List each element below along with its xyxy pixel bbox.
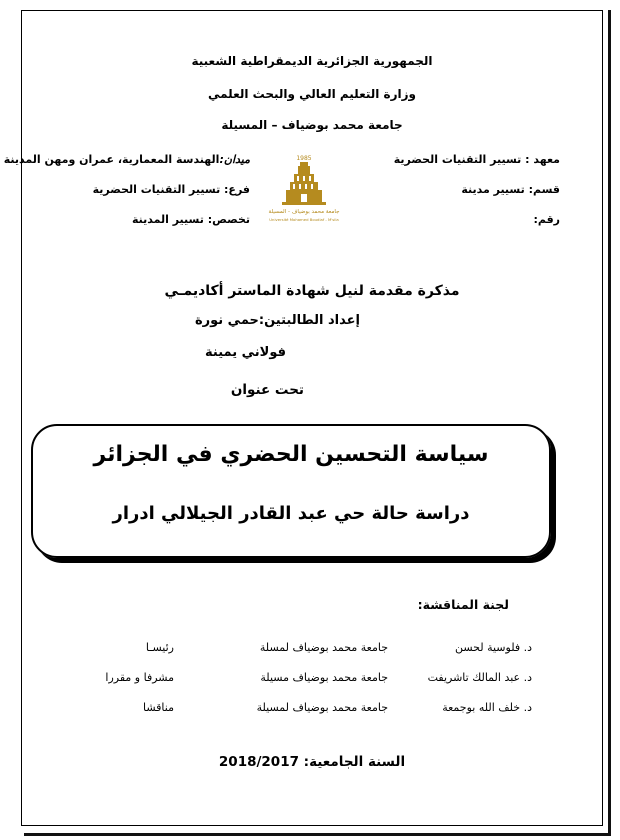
- committee-member-name: د. عبد المالك تاشريفت: [427, 671, 532, 684]
- under-title: تحت عنوان: [230, 382, 304, 398]
- thesis-subtitle: دراسة حالة حي عبد القادر الجيلالي ادرار: [112, 503, 470, 524]
- committee-member-name: د. فلوسية لحسن: [454, 641, 532, 654]
- number-label: رقم:: [533, 213, 560, 226]
- institute-label: معهد : تسيير التقنيات الحضرية: [393, 153, 560, 166]
- university-emblem-icon: [264, 150, 344, 228]
- university-logo: [264, 150, 344, 228]
- field-value: الهندسة المعمارية، عمران ومهن المدينة: [3, 153, 220, 166]
- page-shadow-right: [608, 10, 611, 836]
- committee-member-role: مناقشا: [143, 701, 174, 714]
- second-student: فولاني يمينة: [205, 345, 286, 360]
- thesis-title: سياسة التحسين الحضري في الجزائر: [93, 442, 489, 467]
- specialty-label: تخصص: تسيير المدينة: [131, 213, 250, 226]
- memo-title: مذكرة مقدمة لنيل شهادة الماستر أكاديمـي: [164, 283, 460, 299]
- branch-label: فرع: تسيير التقنيات الحضرية: [92, 183, 250, 196]
- ministry-heading: وزارة التعليم العالي والبحث العلمي: [207, 87, 417, 101]
- logo-name-fr: Université Mohamed Boudiaf - M'sila: [269, 217, 339, 222]
- committee-member-university: جامعة محمد بوضياف لمسيلة: [256, 701, 388, 714]
- university-heading: جامعة محمد بوضياف – المسيلة: [221, 118, 403, 132]
- committee-member-role: مشرفا و مقررا: [105, 671, 174, 684]
- committee-member-name: د. خلف الله بوجمعة: [442, 701, 532, 714]
- prepared-by: إعداد الطالبتين:حمي نورة: [194, 313, 360, 328]
- logo-name-ar: جامعة محمد بوضياف - المسيلة: [268, 209, 340, 215]
- logo-year: 1985: [296, 155, 312, 162]
- field-line: [4, 153, 250, 166]
- department-label: قسم: تسيير مدينة: [461, 183, 560, 196]
- committee-member-university: جامعة محمد بوضياف مسيلة: [260, 671, 388, 684]
- page-shadow-bottom: [24, 833, 611, 836]
- field-label: ميدان:: [219, 153, 250, 166]
- republic-heading: الجمهورية الجزائرية الديمقراطية الشعبية: [191, 54, 433, 68]
- committee-member-role: رئيسـا: [145, 641, 174, 654]
- committee-heading: لجنة المناقشة:: [417, 597, 509, 612]
- academic-year: السنة الجامعية: 2018/2017: [218, 754, 406, 770]
- committee-member-university: جامعة محمد بوضياف لمسلة: [259, 641, 388, 654]
